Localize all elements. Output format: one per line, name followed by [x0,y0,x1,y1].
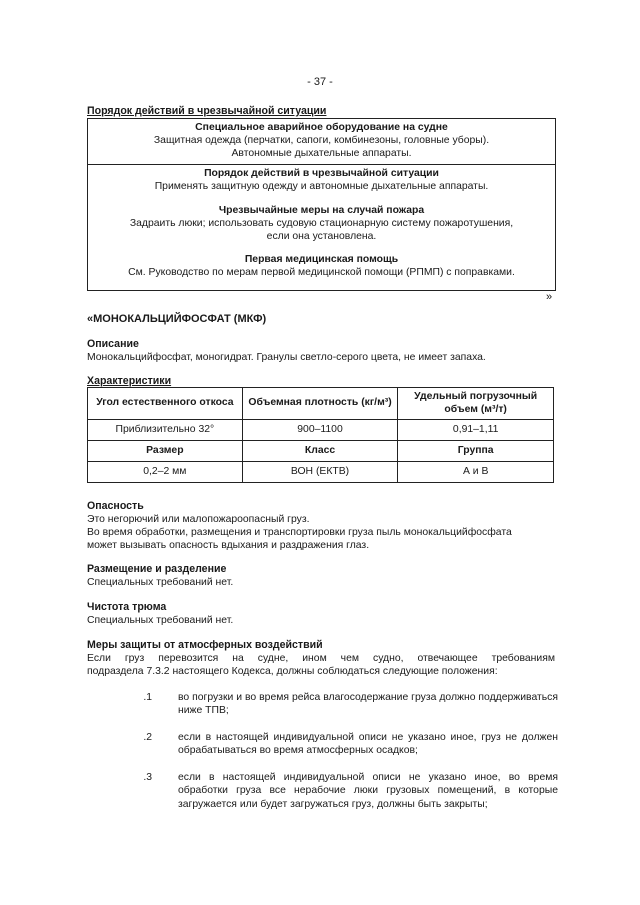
cleanliness-title: Чистота трюма [87,601,167,613]
cleanliness-text: Специальных требований нет. [87,615,234,626]
characteristics-title: Характеристики [87,375,172,387]
table-header-cell: Удельный погрузочный объем (м³/т) [398,388,554,420]
hazard-line: может вызывать опасность вдыхания и раздражения глаз. [87,540,370,551]
weather-intro-line: подраздела 7.3.2 настоящего Кодекса, должны соблюдаться следующие положения: [87,666,498,677]
list-item-text: во погрузки и во время рейса влагосодержание груза должно поддерживаться ниже ТПВ; [178,692,558,717]
list-item-text: если в настоящей индивидуальной описи не указано иное, груз не должен обрабатываться во время атмосферных осадков; [178,732,558,757]
table-cell: 900–1100 [242,420,398,441]
first-aid-line: См. Руководство по мерам первой медицинской помощи (РПМП) с поправками. [128,267,515,278]
table-header-cell: Группа [398,441,554,462]
fire-line: Задраить люки; использовать судовую стационарную систему пожаротушения, [129,218,514,229]
fire-title: Чрезвычайные меры на случай пожара [218,205,425,216]
table-header-cell: Угол естественного откоса [88,388,243,420]
table-row [88,462,554,483]
table-cell: ВОН (ЕКТВ) [242,462,398,483]
stowage-title: Размещение и разделение [87,563,227,575]
hazard-title: Опасность [87,500,144,512]
description-text: Монокальцийфосфат, моногидрат. Гранулы светло-серого цвета, не имеет запаха. [87,352,486,363]
table-cell: Приблизительно 32° [88,420,243,441]
hazard-line: Это негорючий или малопожароопасный груз. [87,514,310,525]
fire-line: если она установлена. [266,231,377,242]
equipment-line: Защитная одежда (перчатки, сапоги, комбинезоны, головные уборы). [153,135,490,146]
procedures-line: Применять защитную одежду и автономные дыхательные аппараты. [154,181,489,192]
table-row [88,420,554,441]
procedures-title: Порядок действий в чрезвычайной ситуации [204,168,439,179]
table-header-cell: Размер [88,441,243,462]
box-divider [88,164,555,165]
list-item-number: .3 [143,772,152,783]
hazard-line: Во время обработки, размещения и транспортировки груза пыль монокальцийфосфата [87,527,512,538]
emergency-section-title: Порядок действий в чрезвычайной ситуации [87,105,327,117]
characteristics-table [87,387,554,483]
page-number: - 37 - [307,76,333,88]
table-cell: А и В [398,462,554,483]
equipment-line: Автономные дыхательные аппараты. [231,148,412,159]
table-header-cell: Класс [242,441,398,462]
list-item-number: .2 [143,732,152,743]
table-cell: 0,2–2 мм [88,462,243,483]
weather-title: Меры защиты от атмосферных воздействий [87,639,323,651]
list-item-text: если в настоящей индивидуальной описи не указано иное, во время обработки груза все нерабочие люки грузовых помещений, в которые загружается или будет загружаться груз, должны быть закрыты; [178,772,558,810]
table-header-cell: Объемная плотность (кг/м³) [242,388,398,420]
stowage-text: Специальных требований нет. [87,577,234,588]
table-row [88,388,554,420]
table-row [88,441,554,462]
closing-quote: » [546,291,553,303]
first-aid-title: Первая медицинская помощь [244,254,399,265]
equipment-title: Специальное аварийное оборудование на судне [195,122,448,133]
cargo-title: «МОНОКАЛЬЦИЙФОСФАТ (МКФ) [87,313,267,325]
list-item-number: .1 [143,692,152,703]
weather-intro-line: Если груз перевозится на судне, ином чем судно, отвечающее требованиям [87,653,555,664]
emergency-box [87,118,556,291]
table-cell: 0,91–1,11 [398,420,554,441]
description-title: Описание [87,338,139,350]
